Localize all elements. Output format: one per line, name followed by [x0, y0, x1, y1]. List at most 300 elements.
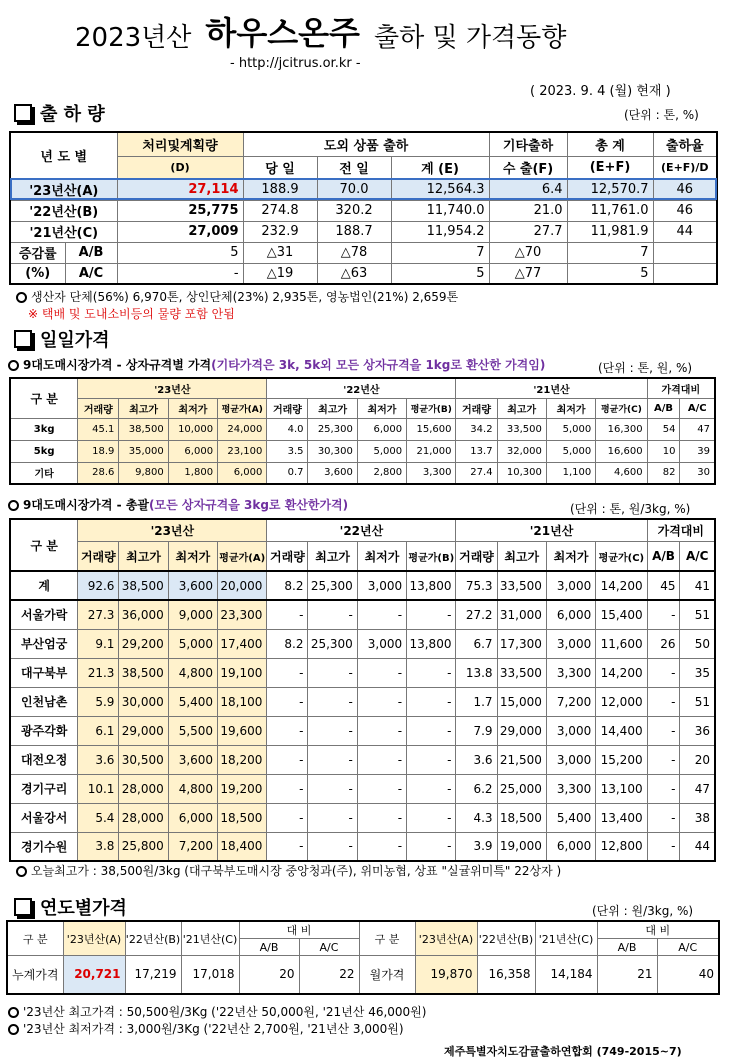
hdr-y23: '23년산 — [78, 378, 267, 398]
table-cell: 18,500 — [218, 803, 267, 832]
hdr-rate: 출하율 — [653, 132, 717, 156]
table-cell: 19,000 — [497, 832, 546, 861]
table-cell: 31,000 — [497, 600, 546, 629]
cell-ab: 20 — [239, 956, 299, 994]
row-label: '21년산(C) — [10, 221, 117, 242]
today-high-note — [16, 862, 561, 879]
table-cell: - — [267, 687, 308, 716]
table-row — [7, 956, 719, 994]
table-cell: 27.4 — [456, 462, 497, 484]
table-cell: 47 — [680, 418, 715, 440]
cell-e: 11,740.0 — [391, 200, 489, 221]
hdr-hi: 최고가 — [497, 541, 546, 571]
table-cell: - — [647, 832, 680, 861]
note-text: '23년산 최저가격 : 3,000원/3Kg ('22년산 2,700원, '21년산 3,000원) — [23, 1022, 404, 1036]
cell-rate — [653, 263, 717, 284]
cell-prev: △78 — [317, 242, 391, 263]
table-cell: - — [647, 716, 680, 745]
diff-group: 증감률 — [10, 242, 65, 263]
table-cell: 18,400 — [218, 832, 267, 861]
sub-text-note: (기타가격은 3k, 5k외 모든 상자규격을 1kg로 환산한 가격임) — [211, 358, 546, 372]
table-cell: 54 — [647, 418, 680, 440]
cell-c: 14,184 — [535, 956, 597, 994]
table-cell: - — [647, 658, 680, 687]
hdr-lo: 최저가 — [357, 541, 406, 571]
shipment-note — [16, 288, 458, 305]
hdr-lo: 최저가 — [168, 398, 217, 418]
circle-bullet-icon — [8, 1007, 19, 1018]
table-cell: - — [407, 600, 456, 629]
hdr-b: '22년산(B) — [477, 921, 535, 956]
hdr-avgB: 평균가(B) — [407, 541, 456, 571]
table-cell: - — [267, 600, 308, 629]
hdr-gubun: 구 분 — [10, 378, 78, 418]
table-cell: 6,000 — [168, 803, 217, 832]
section-box-icon — [14, 330, 32, 348]
table-cell: 9,000 — [168, 600, 217, 629]
table-cell: 20 — [680, 745, 715, 774]
table-cell: 21.3 — [78, 658, 119, 687]
table-cell: 6,000 — [218, 462, 267, 484]
hdr-gubun: 구 분 — [359, 921, 415, 956]
title-brand: 하우스온주 — [205, 14, 360, 52]
circle-bullet-icon — [8, 1024, 19, 1035]
section-daily-label: 일일가격 — [40, 330, 110, 351]
table-cell: 15,000 — [497, 687, 546, 716]
cell-ef: 11,761.0 — [567, 200, 653, 221]
sub-text: 9대도매시장가격 - 총괄 — [23, 498, 150, 512]
table-cell: 39 — [680, 440, 715, 462]
section-yearly-label: 연도별가격 — [40, 898, 127, 919]
table-cell: - — [647, 745, 680, 774]
cell-today: △19 — [243, 263, 317, 284]
table-cell: 36 — [680, 716, 715, 745]
cell-prev: 188.7 — [317, 221, 391, 242]
hdr-prev: 전 일 — [317, 156, 391, 178]
hdr-vol: 거래량 — [267, 398, 308, 418]
table-cell: 13.8 — [456, 658, 497, 687]
yearly-low-note — [8, 1020, 404, 1037]
table-cell: 35 — [680, 658, 715, 687]
table-cell: 29,200 — [119, 629, 168, 658]
hdr-gubun: 구 분 — [7, 921, 63, 956]
table-cell: 5,400 — [546, 803, 595, 832]
circle-bullet-icon — [16, 866, 27, 877]
table-cell: 75.3 — [456, 571, 497, 600]
cell-c: 17,018 — [181, 956, 239, 994]
table-cell: 3,300 — [546, 774, 595, 803]
cell-d: 27,114 — [117, 178, 243, 200]
cell-f: 27.7 — [489, 221, 567, 242]
total-price-table — [9, 518, 716, 862]
diff-group: (%) — [10, 263, 65, 284]
hdr-c: '21년산(C) — [181, 921, 239, 956]
table-cell: 27.2 — [456, 600, 497, 629]
table-cell: 30,000 — [119, 687, 168, 716]
table-cell: 32,000 — [497, 440, 546, 462]
table-cell: 6,000 — [168, 440, 217, 462]
table-cell: 12,000 — [596, 687, 647, 716]
hdr-vol: 거래량 — [267, 541, 308, 571]
table-cell: 3,000 — [546, 745, 595, 774]
table-cell: 8.2 — [267, 629, 308, 658]
table-cell: 10,300 — [497, 462, 546, 484]
row-label: 인천남촌 — [10, 687, 78, 716]
section-shipment-label: 출 하 량 — [40, 104, 105, 125]
table-cell: 1,100 — [546, 462, 595, 484]
hdr-ef: (E+F) — [567, 156, 653, 178]
table-cell: 4,800 — [168, 658, 217, 687]
row-label: 5kg — [10, 440, 78, 462]
table-row — [10, 600, 715, 629]
cell-f: △77 — [489, 263, 567, 284]
section-shipment-title — [14, 100, 105, 126]
table-cell: 13.7 — [456, 440, 497, 462]
table-cell: 20,000 — [218, 571, 267, 600]
hdr-ab: A/B — [239, 939, 299, 956]
diff-key: A/B — [65, 242, 117, 263]
table-cell: 26 — [647, 629, 680, 658]
cell-prev: △63 — [317, 263, 391, 284]
hdr-lo: 최저가 — [546, 398, 595, 418]
table-cell: - — [357, 716, 406, 745]
table-cell: 41 — [680, 571, 715, 600]
table-row — [10, 440, 715, 462]
table-cell: 29,000 — [119, 716, 168, 745]
table-cell: 3.6 — [456, 745, 497, 774]
hdr-hi: 최고가 — [119, 398, 168, 418]
cell-ef: 5 — [567, 263, 653, 284]
table-cell: - — [407, 716, 456, 745]
hdr-y21: '21년산 — [456, 378, 647, 398]
table-cell: - — [407, 658, 456, 687]
table-cell: 19,200 — [218, 774, 267, 803]
hdr-ab: A/B — [647, 398, 680, 418]
hdr-y21: '21년산 — [456, 519, 647, 541]
table-cell: 3,600 — [168, 745, 217, 774]
cell-rate — [653, 242, 717, 263]
hdr-a: '23년산(A) — [415, 921, 477, 956]
table-cell: 23,300 — [218, 600, 267, 629]
table-row — [10, 200, 717, 221]
box-size-price-table — [9, 377, 716, 485]
table-cell: 1.7 — [456, 687, 497, 716]
table-cell: 3,300 — [407, 462, 456, 484]
hdr-hi: 최고가 — [119, 541, 168, 571]
cell-rate: 46 — [653, 178, 717, 200]
hdr-vol: 거래량 — [78, 398, 119, 418]
table-cell: 14,200 — [596, 571, 647, 600]
table-cell: 82 — [647, 462, 680, 484]
table-cell: 5.4 — [78, 803, 119, 832]
table-cell: 25,300 — [308, 629, 357, 658]
table-row — [10, 687, 715, 716]
hdr-other: 기타출하 — [489, 132, 567, 156]
table-cell: - — [407, 745, 456, 774]
hdr-cmp: 가격대비 — [647, 378, 715, 398]
note-text: 오늘최고가 : 38,500원/3kg (대구북부도매시장 중앙청과(주), 위미농협, 상표 "실귤위미특" 22상자 ) — [31, 864, 562, 878]
title-url: - http://jcitrus.or.kr - — [230, 56, 361, 71]
cell-b: 16,358 — [477, 956, 535, 994]
shipment-note-2: ※ 택배 및 도내소비등의 물량 포함 안됨 — [28, 307, 235, 321]
table-cell: 13,800 — [407, 571, 456, 600]
cell-ac: 40 — [657, 956, 719, 994]
cell-prev: 70.0 — [317, 178, 391, 200]
table-cell: 23,100 — [218, 440, 267, 462]
sub-text-note: (모든 상자규격을 3kg로 환산한가격) — [149, 498, 349, 512]
table-cell: 33,500 — [497, 658, 546, 687]
hdr-ac: A/C — [680, 541, 715, 571]
table-cell: 3,000 — [357, 629, 406, 658]
section-box-icon — [14, 898, 32, 916]
table-cell: 5,500 — [168, 716, 217, 745]
row-label: 경기수원 — [10, 832, 78, 861]
row-label: 서울강서 — [10, 803, 78, 832]
table-row — [10, 716, 715, 745]
table-cell: 10.1 — [78, 774, 119, 803]
table-cell: 5,400 — [168, 687, 217, 716]
table-cell: 5,000 — [546, 418, 595, 440]
table-cell: 19,600 — [218, 716, 267, 745]
cell-f: 21.0 — [489, 200, 567, 221]
yearly-price-table — [6, 920, 720, 995]
row-label: 대구북부 — [10, 658, 78, 687]
hdr-y22: '22년산 — [267, 378, 456, 398]
table-row — [10, 658, 715, 687]
table-row — [10, 263, 717, 284]
row-label: 서울가락 — [10, 600, 78, 629]
hdr-total: 총 계 — [567, 132, 653, 156]
title-year: 2023년산 — [75, 23, 192, 53]
table-cell: 27.3 — [78, 600, 119, 629]
table-cell: - — [267, 716, 308, 745]
row-label: 부산엄궁 — [10, 629, 78, 658]
page-title — [75, 14, 675, 54]
table-cell: 6.7 — [456, 629, 497, 658]
table-cell: 9.1 — [78, 629, 119, 658]
note-text: '23년산 최고가격 : 50,500원/3Kg ('22년산 50,000원, '21년산 46,000원) — [23, 1005, 427, 1019]
hdr-hi: 최고가 — [308, 541, 357, 571]
cell-ef: 11,981.9 — [567, 221, 653, 242]
table-cell: 28,000 — [119, 803, 168, 832]
hdr-avgA: 평균가(A) — [218, 541, 267, 571]
table-cell: 16,300 — [596, 418, 647, 440]
table-cell: 5,000 — [357, 440, 406, 462]
table-cell: 17,300 — [497, 629, 546, 658]
table-cell: 14,200 — [596, 658, 647, 687]
table-cell: - — [647, 687, 680, 716]
hdr-hi: 최고가 — [497, 398, 546, 418]
table-cell: - — [647, 803, 680, 832]
cell-today: 274.8 — [243, 200, 317, 221]
row-label: 대전오정 — [10, 745, 78, 774]
table-cell: 21,000 — [407, 440, 456, 462]
section-daily-title — [14, 326, 110, 352]
table-cell: 10 — [647, 440, 680, 462]
cell-rate: 44 — [653, 221, 717, 242]
table-cell: - — [308, 600, 357, 629]
unit-label: (단위 : 톤, 원/3kg, %) — [570, 502, 691, 516]
table-cell: - — [407, 687, 456, 716]
cell-today: △31 — [243, 242, 317, 263]
cell-ef: 12,570.7 — [567, 178, 653, 200]
table-cell: 18,100 — [218, 687, 267, 716]
cell-e: 11,954.2 — [391, 221, 489, 242]
table-cell: 3,000 — [546, 716, 595, 745]
table-cell: - — [308, 658, 357, 687]
hdr-proc: 처리및계획량 — [117, 132, 243, 156]
cell-e: 7 — [391, 242, 489, 263]
table-cell: - — [357, 600, 406, 629]
hdr-cmp: 가격대비 — [647, 519, 715, 541]
table-cell: 24,000 — [218, 418, 267, 440]
table-cell: 4,600 — [596, 462, 647, 484]
cell-a: 19,870 — [415, 956, 477, 994]
cell-ef: 7 — [567, 242, 653, 263]
table-cell: 11,600 — [596, 629, 647, 658]
table-row — [10, 178, 717, 200]
table-cell: 18.9 — [78, 440, 119, 462]
table-cell: - — [407, 832, 456, 861]
table-cell: 19,100 — [218, 658, 267, 687]
table-cell: 7,200 — [168, 832, 217, 861]
hdr-y23: '23년산 — [78, 519, 267, 541]
table-cell: 6.1 — [78, 716, 119, 745]
daily-subtitle-2 — [8, 496, 348, 513]
table-cell: 3.5 — [267, 440, 308, 462]
report-date: ( 2023. 9. 4 (월) 현재 ) — [530, 84, 671, 99]
table-cell: 35,000 — [119, 440, 168, 462]
table-cell: 3,000 — [546, 629, 595, 658]
row-label: 광주각화 — [10, 716, 78, 745]
diff-key: A/C — [65, 263, 117, 284]
cell-e: 5 — [391, 263, 489, 284]
row-label: 3kg — [10, 418, 78, 440]
table-cell: - — [308, 745, 357, 774]
table-cell: - — [308, 687, 357, 716]
table-row — [10, 745, 715, 774]
table-cell: 29,000 — [497, 716, 546, 745]
cell-ac: 22 — [299, 956, 359, 994]
table-cell: 13,800 — [407, 629, 456, 658]
table-cell: - — [357, 658, 406, 687]
hdr-ac: A/C — [680, 398, 715, 418]
table-cell: 30,300 — [308, 440, 357, 462]
table-cell: 47 — [680, 774, 715, 803]
table-cell: 5,000 — [168, 629, 217, 658]
table-cell: - — [357, 745, 406, 774]
row-label: 누계가격 — [7, 956, 63, 994]
table-cell: 34.2 — [456, 418, 497, 440]
table-cell: 6,000 — [546, 832, 595, 861]
table-cell: 15,400 — [596, 600, 647, 629]
table-cell: 3.9 — [456, 832, 497, 861]
hdr-y22: '22년산 — [267, 519, 456, 541]
table-cell: 4.3 — [456, 803, 497, 832]
cell-d: - — [117, 263, 243, 284]
row-label: 기타 — [10, 462, 78, 484]
table-cell: - — [308, 774, 357, 803]
hdr-cmp: 대 비 — [597, 921, 719, 939]
table-row — [10, 571, 715, 600]
table-cell: 25,800 — [119, 832, 168, 861]
hdr-ab: A/B — [597, 939, 657, 956]
hdr-avgA: 평균가(A) — [218, 398, 267, 418]
table-cell: - — [357, 832, 406, 861]
table-cell: 7.9 — [456, 716, 497, 745]
table-cell: 28.6 — [78, 462, 119, 484]
unit-label: (단위 : 원/3kg, %) — [592, 904, 694, 918]
yearly-high-note — [8, 1003, 426, 1020]
table-cell: 51 — [680, 687, 715, 716]
hdr-c: '21년산(C) — [535, 921, 597, 956]
table-cell: 38,500 — [119, 571, 168, 600]
table-cell: 2,800 — [357, 462, 406, 484]
cell-today: 188.9 — [243, 178, 317, 200]
hdr-lo: 최저가 — [357, 398, 406, 418]
row-label: '23년산(A) — [10, 178, 117, 200]
hdr-rate-formula: (E+F)/D — [653, 156, 717, 178]
table-cell: - — [357, 774, 406, 803]
table-cell: 3,600 — [308, 462, 357, 484]
table-cell: 8.2 — [267, 571, 308, 600]
table-cell: - — [407, 803, 456, 832]
table-cell: 3,300 — [546, 658, 595, 687]
table-row — [10, 418, 715, 440]
table-cell: 15,600 — [407, 418, 456, 440]
table-cell: 45 — [647, 571, 680, 600]
table-cell: 4.0 — [267, 418, 308, 440]
hdr-avgC: 평균가(C) — [596, 398, 647, 418]
cell-d: 27,009 — [117, 221, 243, 242]
table-row — [10, 242, 717, 263]
hdr-a: '23년산(A) — [63, 921, 125, 956]
hdr-lo: 최저가 — [546, 541, 595, 571]
table-row — [10, 629, 715, 658]
cell-prev: 320.2 — [317, 200, 391, 221]
hdr-ac: A/C — [657, 939, 719, 956]
table-cell: - — [308, 716, 357, 745]
sub-text: 9대도매시장가격 - 상자규격별 가격 — [23, 358, 212, 372]
hdr-vol: 거래량 — [78, 541, 119, 571]
table-cell: 10,000 — [168, 418, 217, 440]
section-box-icon — [14, 104, 32, 122]
table-cell: 0.7 — [267, 462, 308, 484]
hdr-cmp: 대 비 — [239, 921, 359, 939]
table-cell: 30,500 — [119, 745, 168, 774]
hdr-domestic: 도외 상품 출하 — [243, 132, 489, 156]
table-cell: - — [308, 832, 357, 861]
table-cell: 36,000 — [119, 600, 168, 629]
table-cell: - — [267, 803, 308, 832]
row-label: 월가격 — [359, 956, 415, 994]
cell-a: 20,721 — [63, 956, 125, 994]
circle-bullet-icon — [8, 500, 19, 511]
table-cell: - — [267, 658, 308, 687]
hdr-year: 년 도 별 — [10, 132, 117, 178]
table-cell: 33,500 — [497, 571, 546, 600]
table-cell: - — [308, 803, 357, 832]
table-row — [10, 462, 715, 484]
note-text: 생산자 단체(56%) 6,970톤, 상인단체(23%) 2,935톤, 영농법인(21%) 2,659톤 — [31, 290, 459, 304]
table-cell: 5,000 — [546, 440, 595, 462]
table-cell: - — [267, 832, 308, 861]
shipment-table — [9, 131, 718, 285]
hdr-lo: 최저가 — [168, 541, 217, 571]
table-cell: 25,300 — [308, 418, 357, 440]
hdr-b: '22년산(B) — [125, 921, 181, 956]
hdr-avgC: 평균가(C) — [596, 541, 647, 571]
